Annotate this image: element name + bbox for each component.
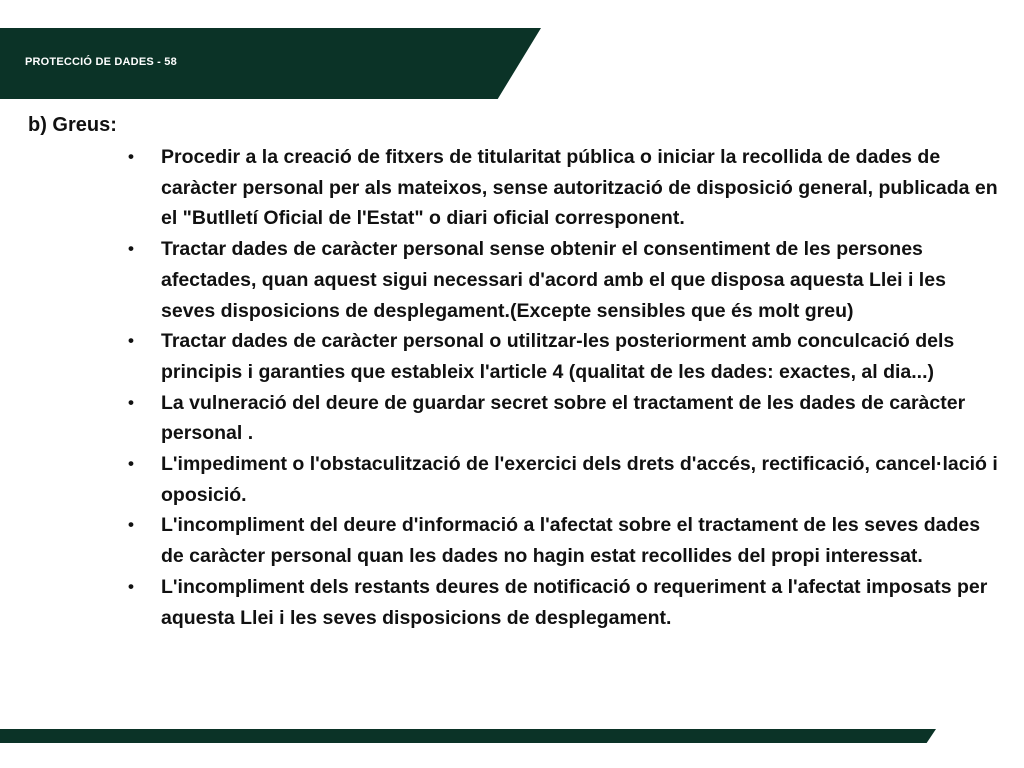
section-heading: b) Greus: <box>28 114 117 136</box>
bullet-list <box>124 142 1004 633</box>
bullet-icon: • <box>128 331 134 351</box>
bullet-icon: • <box>128 515 134 535</box>
footer-band <box>0 729 936 743</box>
bullet-text: La vulneració del deure de guardar secret sobre el tractament de les dades de caràcter personal . <box>161 391 966 445</box>
bullet-item <box>124 572 1004 633</box>
bullet-text: L'incompliment del deure d'informació a l'afectat sobre el tractament de les seves dades de caràcter personal quan les dades no hagin estat recollides del propi interessat. <box>161 514 981 568</box>
bullet-text: L'incompliment dels restants deures de notificació o requeriment a l'afectat imposats per aquesta Llei i les seves disposicions de desplegament. <box>161 575 988 629</box>
bullet-icon: • <box>128 392 134 412</box>
bullet-item <box>124 449 1004 510</box>
bullet-text: L'impediment o l'obstaculització de l'exercici dels drets d'accés, rectificació, cancel·lació i oposició. <box>161 453 998 506</box>
bullet-item <box>124 510 1004 571</box>
bullet-text: Tractar dades de caràcter personal sense obtenir el consentiment de les persones afectades, quan aquest sigui necessari d'acord amb el que disposa aquesta Llei i les seves disposicions de desplegament.(Excepte sensibles que és molt greu) <box>161 238 946 322</box>
bullet-icon: • <box>128 147 134 166</box>
bullet-icon: • <box>128 454 134 474</box>
bullet-icon: • <box>128 576 134 596</box>
bullet-item <box>124 234 1004 326</box>
bullet-icon: • <box>128 239 134 259</box>
header-title: PROTECCIÓ DE DADES - 58 <box>25 56 177 68</box>
bullet-text: Procedir a la creació de fitxers de titularitat pública o iniciar la recollida de dades de caràcter personal per als mateixos, sense autorització de disposició general, publicada en el "Butlletí Oficial de l'Estat" o diari oficial corresponent. <box>161 146 998 230</box>
bullet-item <box>124 388 1004 449</box>
bullet-text: Tractar dades de caràcter personal o utilitzar-les posteriorment amb conculcació dels principis i garanties que estableix l'article 4 (qualitat de les dades: exactes, al dia...) <box>161 330 955 383</box>
bullet-item <box>124 326 1004 387</box>
bullet-item <box>124 142 1004 234</box>
